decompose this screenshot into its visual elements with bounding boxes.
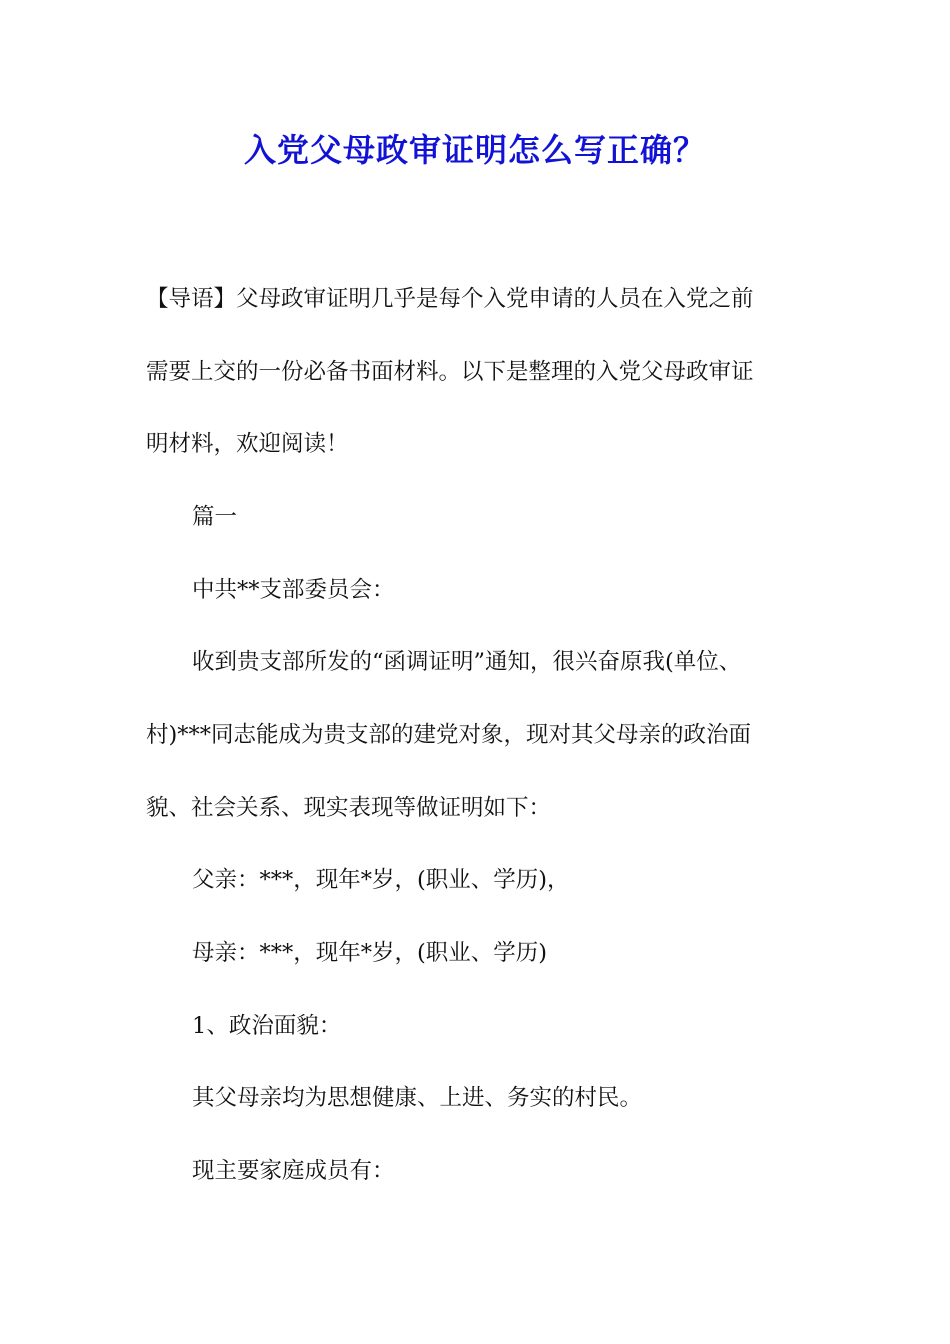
mother-info: 母亲：***，现年*岁，(职业、学历) [192,940,548,966]
paragraph-line: 明材料，欢迎阅读！ [146,431,349,457]
section-heading: 1、政治面貌： [192,1013,342,1039]
paragraph-line: 貌、社会关系、现实表现等做证明如下： [146,795,552,821]
document-title: 入党父母政审证明怎么写正确？ [243,131,706,169]
paragraph-line: 村)***同志能成为贵支部的建党对象，现对其父母亲的政治面 [146,722,752,748]
paragraph-line: 需要上交的一份必备书面材料。以下是整理的入党父母政审证 [146,359,754,385]
paragraph-line: 其父母亲均为思想健康、上进、务实的村民。 [192,1085,643,1111]
father-info: 父亲：***，现年*岁，(职业、学历)， [192,867,570,893]
paragraph-line: 收到贵支部所发的“函调证明”通知，很兴奋原我(单位、 [192,649,742,675]
section-heading: 篇一 [192,504,238,530]
salutation: 中共**支部委员会： [192,577,395,603]
paragraph-line: 现主要家庭成员有： [192,1158,395,1184]
paragraph-line: 【导语】父母政审证明几乎是每个入党申请的人员在入党之前 [146,286,754,312]
